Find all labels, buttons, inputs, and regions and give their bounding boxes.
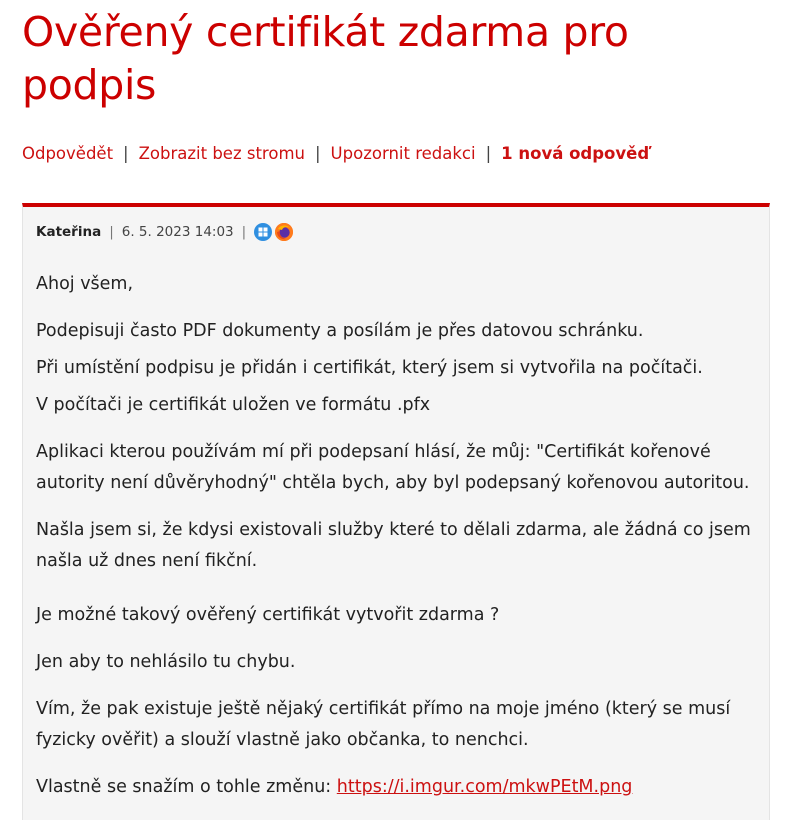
meta-separator: |	[241, 224, 247, 240]
meta-separator: |	[109, 224, 114, 240]
action-separator: |	[123, 144, 129, 163]
image-link[interactable]: https://i.imgur.com/mkwPEtM.png	[336, 777, 633, 797]
forum-post	[22, 203, 770, 820]
windows-icon	[254, 223, 272, 241]
post-paragraph: Je možné takový ověřený certifikát vytvořit zdarma ?	[36, 605, 500, 625]
post-meta	[36, 222, 293, 242]
firefox-icon	[275, 223, 293, 241]
post-paragraph: Při umístění podpisu je přidán i certifikát, který jsem si vytvořila na počítači.	[36, 358, 703, 378]
post-paragraph: Aplikaci kterou používám mí při podepsaní hlásí, že můj: "Certifikát kořenové autority není důvěryhodný" chtěla bych, aby byl podepsaný kořenovou autoritou.	[36, 442, 750, 493]
post-paragraph: Vím, že pak existuje ještě nějaký certifikát přímo na moje jméno (který se musí fyzicky ověřit) a slouží vlastně jako občanka, to nenchci.	[36, 699, 731, 750]
new-replies-link[interactable]: 1 nová odpověď	[501, 144, 650, 163]
page-title: Ověřený certifikát zdarma pro podpis	[22, 8, 629, 109]
view-flat-link[interactable]: Zobrazit bez stromu	[138, 144, 305, 163]
notify-editors-link[interactable]: Upozornit redakci	[330, 144, 476, 163]
post-paragraph: Jen aby to nehlásilo tu chybu.	[36, 652, 296, 672]
reply-link[interactable]: Odpovědět	[22, 144, 114, 163]
action-separator: |	[485, 144, 492, 163]
post-body	[36, 269, 761, 803]
post-paragraph: V počítači je certifikát uložen ve formátu .pfx	[36, 395, 431, 415]
post-paragraph	[36, 772, 761, 803]
post-paragraph: Podepisuji často PDF dokumenty a posílám je přes datovou schránku.	[36, 321, 644, 341]
link-intro-text: Vlastně se snažím o tohle změnu:	[36, 777, 332, 797]
post-date: 6. 5. 2023 14:03	[121, 224, 234, 240]
post-actions	[22, 142, 649, 166]
post-paragraph: Našla jsem si, že kdysi existovali služby které to dělali zdarma, ale žádná co jsem našla už dnes není fikční.	[36, 520, 751, 571]
post-author[interactable]: Kateřina	[36, 224, 102, 240]
action-separator: |	[314, 144, 321, 163]
post-paragraph: Ahoj všem,	[36, 274, 134, 294]
